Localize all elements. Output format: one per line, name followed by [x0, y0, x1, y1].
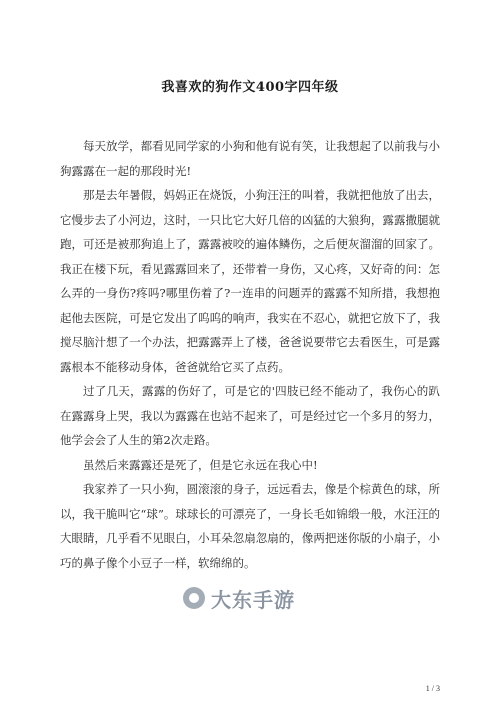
paragraph-3: 过了几天，露露的伤好了，可是它的'四肢已经不能动了，我伤心的趴在露露身上哭，我以为露露在也站不起来了，可是经过它一个多月的努力，他学会会了人生的第2次走路。 — [60, 384, 440, 447]
paragraph-5: 我家养了一只小狗，圆滚滚的身子，远远看去，像是个棕黄色的球，所以，我干脆叫它“球”。球球长的可漂亮了，一身长毛如锦缎一般，水汪汪的大眼睛，几乎看不见眼白，小耳朵忽扇忽扇的，像两把迷你版的小扇子，小巧的鼻子像个小豆子一样，软绵绵的。 — [60, 482, 440, 570]
page-indicator: 1 / 3 — [425, 684, 440, 693]
watermark-logo-icon — [183, 587, 205, 609]
watermark-text: 大东手游 — [211, 587, 295, 612]
paragraph-4: 虽然后来露露还是死了，但是它永远在我心中! — [83, 457, 318, 472]
document-title: 我喜欢的狗作文400字四年级 — [161, 80, 339, 95]
paragraph-2: 那是去年暑假，妈妈正在烧饭，小狗汪汪的叫着，我就把他放了出去，它慢步去了小河边，这时，一只比它大好几倍的凶猛的大狼狗，露露撒腿就跑，可还是被那狗追上了，露露被咬的遍体鳞伤，之后便灰溜溜的回家了。我正在楼下玩，看见露露回来了，还带着一身伤，又心疼，又好奇的问：怎么弄的一身伤?疼吗?哪里伤着了?一连串的问题弄的露露不知所措，我想抱起他去医院，可是它发出了呜呜的响声，我实在不忍心，就把它放下了，我搅尽脑汁想了一个办法，把露露弄上了楼，爸爸说要带它去看医生，可是露露根本不能移动身体，爸爸就给它买了点药。 — [60, 188, 440, 374]
watermark — [183, 580, 343, 616]
paragraph-1: 每天放学，都看见同学家的小狗和他有说有笑，让我想起了以前我与小狗露露在一起的那段时光! — [60, 139, 440, 178]
document-body — [60, 134, 440, 575]
